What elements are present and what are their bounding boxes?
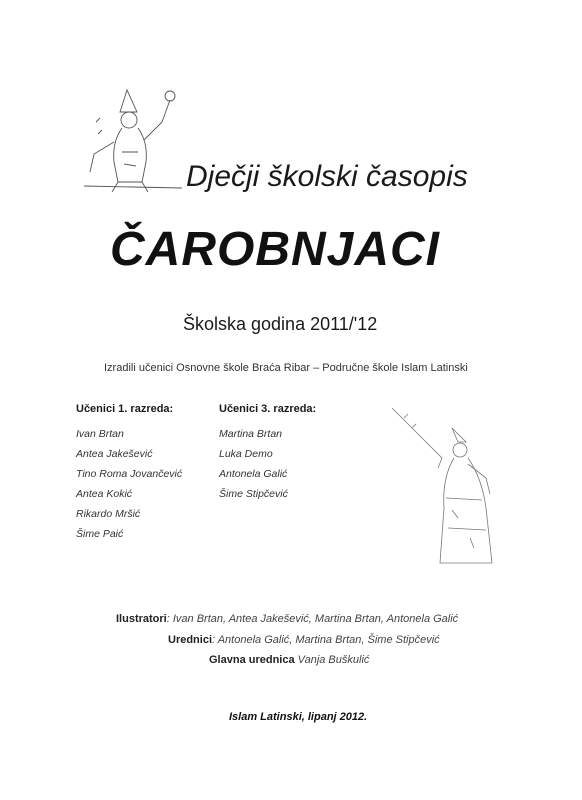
editors-names: : Antonela Galić, Martina Brtan, Šime Stipčević	[212, 634, 440, 646]
student-name: Luka Demo	[219, 448, 273, 460]
editors-label: Urednici	[168, 634, 213, 646]
student-name: Martina Brtan	[219, 428, 283, 440]
place-date: Islam Latinski, lipanj 2012.	[229, 711, 368, 723]
student-name: Rikardo Mršić	[76, 508, 141, 520]
student-name: Šime Stipčević	[219, 488, 288, 500]
class1-list	[76, 403, 182, 544]
chief-editor-name: Vanja Buškulić	[294, 654, 370, 666]
class3-heading: Učenici 3. razreda:	[219, 403, 317, 415]
school-year: Školska godina 2011/'12	[183, 314, 378, 334]
chief-editor-label: Glavna urednica	[209, 654, 295, 666]
magazine-title: ČAROBNJACI	[110, 223, 441, 276]
student-name: Antonela Galić	[219, 468, 288, 480]
illustrators-line	[116, 613, 458, 625]
student-name: Ivan Brtan	[76, 428, 124, 440]
student-name: Šime Paić	[76, 528, 124, 540]
wizard-drawing-top-icon	[82, 82, 192, 197]
student-name: Tino Roma Jovančević	[76, 468, 183, 480]
editors-line	[168, 634, 440, 646]
made-by-line: Izradili učenici Osnovne škole Braća Ribar – Područne škole Islam Latinski	[104, 362, 468, 374]
illustrators-label: Ilustratori	[116, 613, 167, 625]
student-name: Antea Kokić	[76, 488, 133, 500]
illustrators-names: : Ivan Brtan, Antea Jakešević, Martina Brtan, Antonela Galić	[166, 613, 459, 625]
class1-heading: Učenici 1. razreda:	[76, 403, 174, 415]
student-name: Antea Jakešević	[76, 448, 153, 460]
wizard-drawing-right-icon	[382, 398, 522, 578]
chief-editor-line	[209, 654, 369, 666]
magazine-subtitle: Dječji školski časopis	[186, 160, 468, 193]
class3-list	[219, 403, 316, 504]
